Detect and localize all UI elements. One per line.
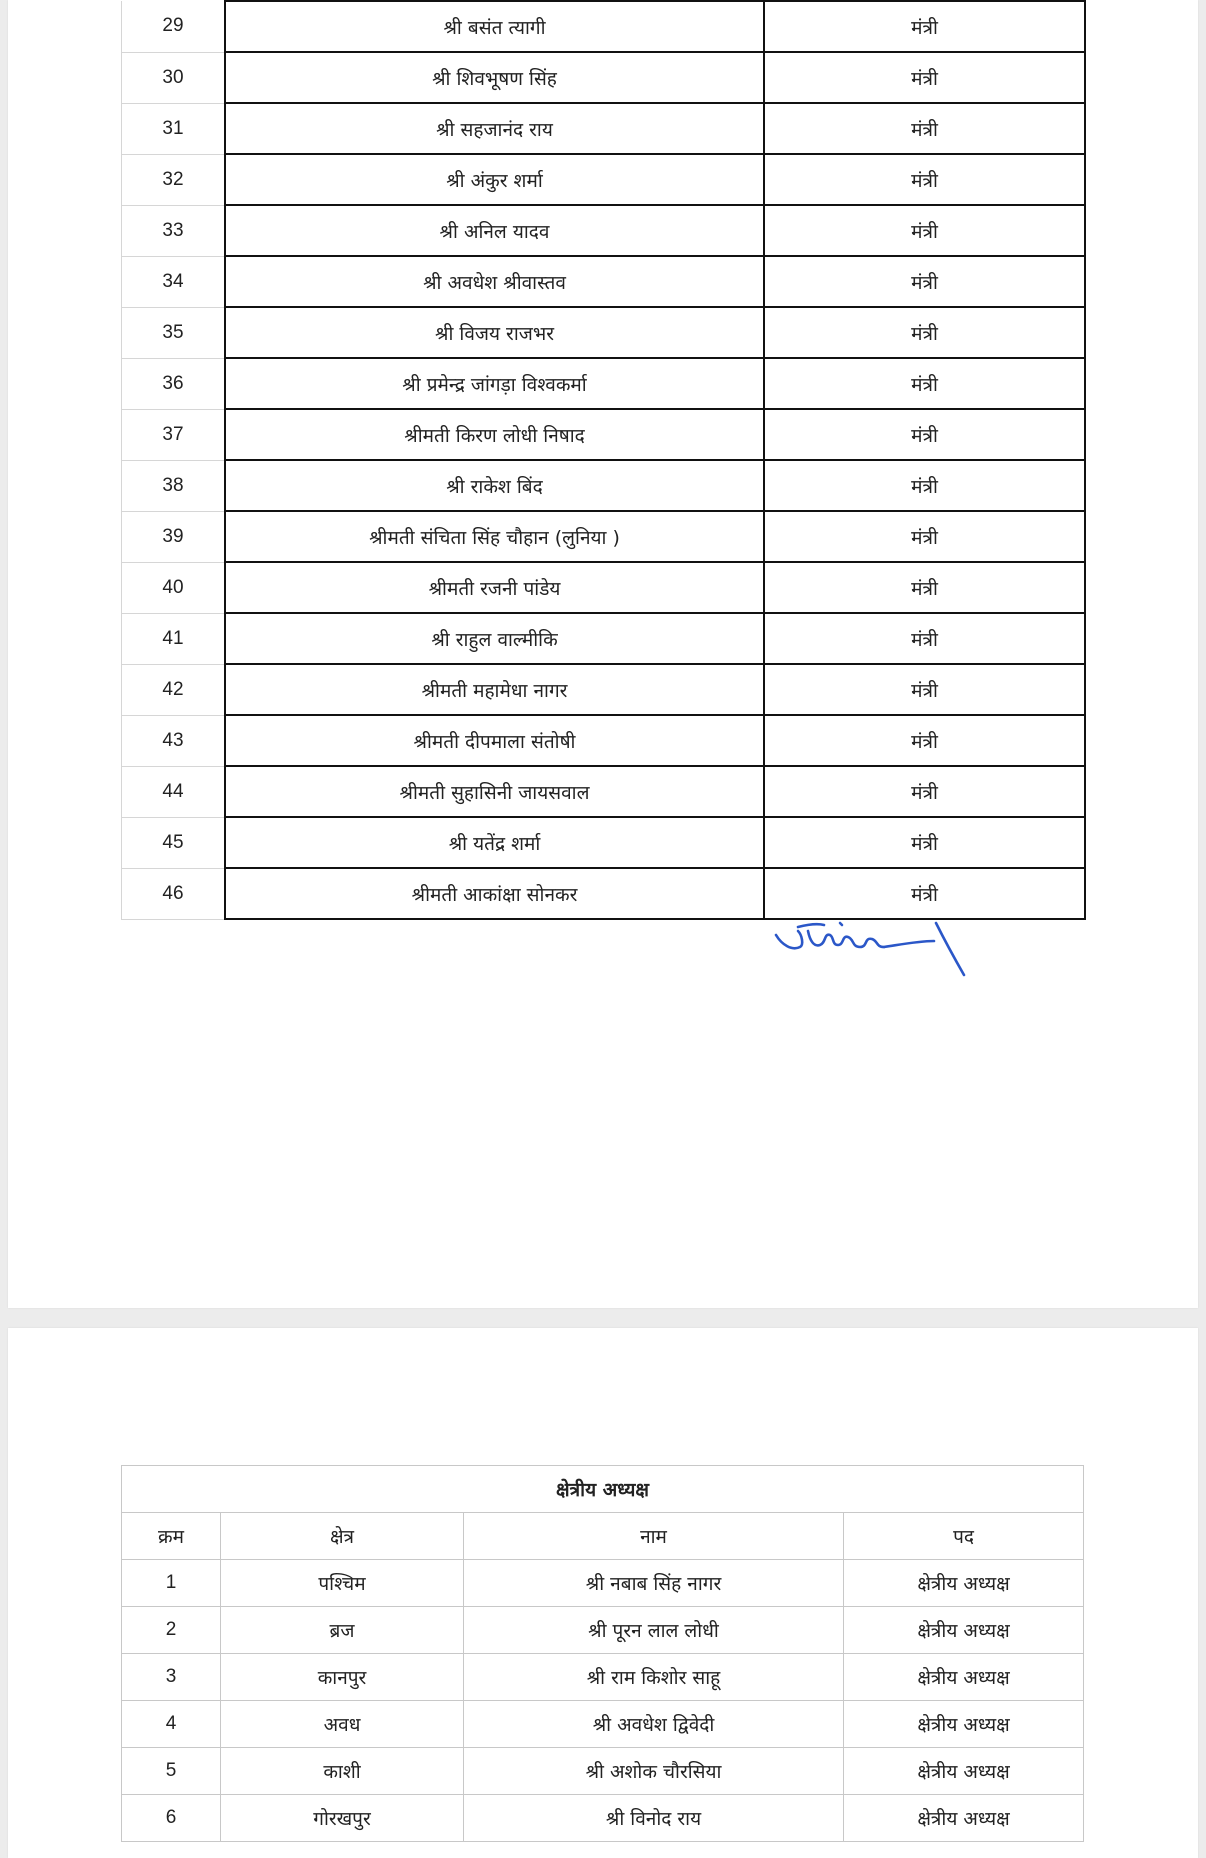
table-row — [122, 1701, 1084, 1748]
name-cell: श्री सहजानंद राय — [225, 103, 764, 154]
name-cell: श्री विनोद राय — [464, 1795, 844, 1842]
region-cell: गोरखपुर — [221, 1795, 464, 1842]
region-cell: ब्रज — [221, 1607, 464, 1654]
column-header-region: क्षेत्र — [221, 1513, 464, 1560]
serial-number-cell: 34 — [122, 256, 226, 307]
post-cell: मंत्री — [764, 52, 1085, 103]
name-cell: श्रीमती दीपमाला संतोषी — [225, 715, 764, 766]
serial-number-cell: 4 — [122, 1701, 221, 1748]
table-row — [122, 817, 1086, 868]
handwritten-signature — [768, 905, 978, 980]
name-cell: श्रीमती रजनी पांडेय — [225, 562, 764, 613]
post-cell: क्षेत्रीय अध्यक्ष — [844, 1560, 1084, 1607]
name-cell: श्री विजय राजभर — [225, 307, 764, 358]
serial-number-cell: 1 — [122, 1560, 221, 1607]
column-header-post: पद — [844, 1513, 1084, 1560]
serial-number-cell: 31 — [122, 103, 226, 154]
table-row — [122, 409, 1086, 460]
serial-number-cell: 39 — [122, 511, 226, 562]
name-cell: श्री बसंत त्यागी — [225, 1, 764, 52]
serial-number-cell: 6 — [122, 1795, 221, 1842]
table-row — [122, 358, 1086, 409]
post-cell: मंत्री — [764, 664, 1085, 715]
post-cell: मंत्री — [764, 613, 1085, 664]
name-cell: श्रीमती सुहासिनी जायसवाल — [225, 766, 764, 817]
serial-number-cell: 44 — [122, 766, 226, 817]
office-bearers-table — [121, 0, 1086, 920]
post-cell: क्षेत्रीय अध्यक्ष — [844, 1607, 1084, 1654]
name-cell: श्रीमती संचिता सिंह चौहान (लुनिया ) — [225, 511, 764, 562]
region-cell: कानपुर — [221, 1654, 464, 1701]
post-cell: मंत्री — [764, 154, 1085, 205]
serial-number-cell: 2 — [122, 1607, 221, 1654]
post-cell: मंत्री — [764, 205, 1085, 256]
name-cell: श्री यतेंद्र शर्मा — [225, 817, 764, 868]
table-row — [122, 256, 1086, 307]
header-row — [122, 1513, 1084, 1560]
serial-number-cell: 41 — [122, 613, 226, 664]
post-cell: मंत्री — [764, 766, 1085, 817]
post-cell: मंत्री — [764, 307, 1085, 358]
post-cell: क्षेत्रीय अध्यक्ष — [844, 1701, 1084, 1748]
post-cell: क्षेत्रीय अध्यक्ष — [844, 1748, 1084, 1795]
column-header-name: नाम — [464, 1513, 844, 1560]
serial-number-cell: 32 — [122, 154, 226, 205]
serial-number-cell: 5 — [122, 1748, 221, 1795]
serial-number-cell: 3 — [122, 1654, 221, 1701]
table-row — [122, 103, 1086, 154]
name-cell: श्री शिवभूषण सिंह — [225, 52, 764, 103]
serial-number-cell: 38 — [122, 460, 226, 511]
post-cell: मंत्री — [764, 562, 1085, 613]
document-page-2 — [8, 1328, 1198, 1858]
serial-number-cell: 46 — [122, 868, 226, 919]
name-cell: श्री राहुल वाल्मीकि — [225, 613, 764, 664]
serial-number-cell: 40 — [122, 562, 226, 613]
serial-number-cell: 37 — [122, 409, 226, 460]
table-row — [122, 511, 1086, 562]
table-row — [122, 1795, 1084, 1842]
name-cell: श्रीमती महामेधा नागर — [225, 664, 764, 715]
regional-presidents-table — [121, 1465, 1084, 1842]
name-cell: श्रीमती किरण लोधी निषाद — [225, 409, 764, 460]
post-cell: मंत्री — [764, 358, 1085, 409]
post-cell: मंत्री — [764, 511, 1085, 562]
table-row — [122, 715, 1086, 766]
serial-number-cell: 42 — [122, 664, 226, 715]
table-row — [122, 664, 1086, 715]
section-title: क्षेत्रीय अध्यक्ष — [122, 1466, 1084, 1513]
post-cell: मंत्री — [764, 1, 1085, 52]
post-cell: मंत्री — [764, 868, 1085, 919]
table-row — [122, 562, 1086, 613]
post-cell: क्षेत्रीय अध्यक्ष — [844, 1654, 1084, 1701]
table-row — [122, 766, 1086, 817]
table-row — [122, 460, 1086, 511]
region-cell: पश्चिम — [221, 1560, 464, 1607]
table-row — [122, 307, 1086, 358]
table-row — [122, 1560, 1084, 1607]
name-cell: श्री अशोक चौरसिया — [464, 1748, 844, 1795]
post-cell: मंत्री — [764, 715, 1085, 766]
serial-number-cell: 33 — [122, 205, 226, 256]
name-cell: श्री राम किशोर साहू — [464, 1654, 844, 1701]
serial-number-cell: 36 — [122, 358, 226, 409]
name-cell: श्री अवधेश श्रीवास्तव — [225, 256, 764, 307]
name-cell: श्री अवधेश द्विवेदी — [464, 1701, 844, 1748]
name-cell: श्रीमती आकांक्षा सोनकर — [225, 868, 764, 919]
region-cell: काशी — [221, 1748, 464, 1795]
table-row — [122, 154, 1086, 205]
table-row — [122, 1654, 1084, 1701]
post-cell: मंत्री — [764, 460, 1085, 511]
name-cell: श्री अनिल यादव — [225, 205, 764, 256]
table-row — [122, 613, 1086, 664]
name-cell: श्री अंकुर शर्मा — [225, 154, 764, 205]
name-cell: श्री राकेश बिंद — [225, 460, 764, 511]
post-cell: क्षेत्रीय अध्यक्ष — [844, 1795, 1084, 1842]
name-cell: श्री पूरन लाल लोधी — [464, 1607, 844, 1654]
table-row — [122, 205, 1086, 256]
serial-number-cell: 30 — [122, 52, 226, 103]
table-row — [122, 1, 1086, 52]
serial-number-cell: 45 — [122, 817, 226, 868]
table-row — [122, 1748, 1084, 1795]
column-header-serial: क्रम — [122, 1513, 221, 1560]
region-cell: अवध — [221, 1701, 464, 1748]
name-cell: श्री नबाब सिंह नागर — [464, 1560, 844, 1607]
table-row — [122, 52, 1086, 103]
serial-number-cell: 43 — [122, 715, 226, 766]
table-row — [122, 1607, 1084, 1654]
serial-number-cell: 29 — [122, 1, 226, 52]
serial-number-cell: 35 — [122, 307, 226, 358]
name-cell: श्री प्रमेन्द्र जांगड़ा विश्वकर्मा — [225, 358, 764, 409]
post-cell: मंत्री — [764, 409, 1085, 460]
document-page-1 — [8, 0, 1198, 1308]
post-cell: मंत्री — [764, 256, 1085, 307]
post-cell: मंत्री — [764, 817, 1085, 868]
post-cell: मंत्री — [764, 103, 1085, 154]
